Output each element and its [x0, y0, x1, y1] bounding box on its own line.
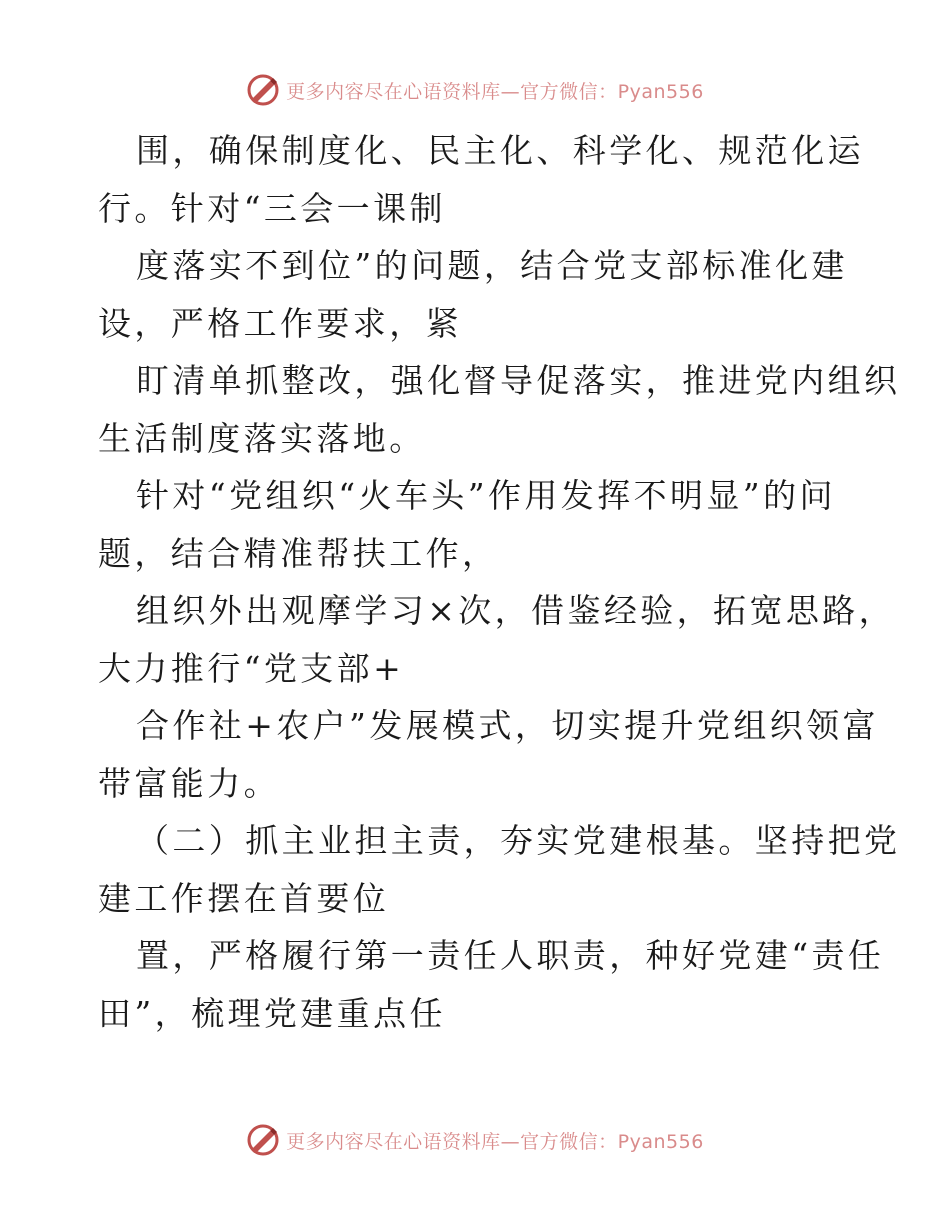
text-line: 带富能力。 [98, 763, 280, 803]
text-line: 大力推行“党支部+ [98, 648, 405, 688]
text-line: 题，结合精准帮扶工作， [98, 533, 499, 573]
text-line: 针对“党组织“火车头”作用发挥不明显”的问 [136, 476, 836, 515]
header-watermark-text: 更多内容尽在心语资料库—官方微信：Pyan556 [286, 80, 704, 103]
text-line: 围，确保制度化、民主化、科学化、规范化运 [136, 131, 864, 170]
footer-watermark-text: 更多内容尽在心语资料库—官方微信：Pyan556 [286, 1130, 704, 1153]
pen-logo-icon [246, 73, 280, 107]
text-line: 组织外出观摩学习×次，借鉴经验，拓宽思路， [136, 591, 896, 630]
text-line: 田”，梳理党建重点任 [98, 993, 446, 1033]
document-body [98, 122, 901, 1042]
text-line: 行。针对“三会一课制 [98, 188, 446, 228]
text-line: 设，严格工作要求，紧 [98, 303, 462, 343]
pen-logo-icon [246, 1123, 280, 1157]
text-line: 生活制度落实落地。 [98, 418, 426, 458]
text-line: 盯清单抓整改，强化督导促落实，推进党内组织 [136, 361, 901, 400]
footer-watermark [0, 1120, 950, 1160]
text-line: 合作社+农户”发展模式，切实提升党组织领富 [136, 706, 879, 745]
text-line: 建工作摆在首要位 [98, 878, 390, 918]
text-line: 度落实不到位”的问题，结合党支部标准化建 [136, 246, 848, 285]
text-line: （二）抓主业担主责，夯实党建根基。坚持把党 [136, 821, 901, 860]
text-line: 置，严格履行第一责任人职责，种好党建“责任 [136, 936, 885, 975]
header-watermark [0, 70, 950, 110]
